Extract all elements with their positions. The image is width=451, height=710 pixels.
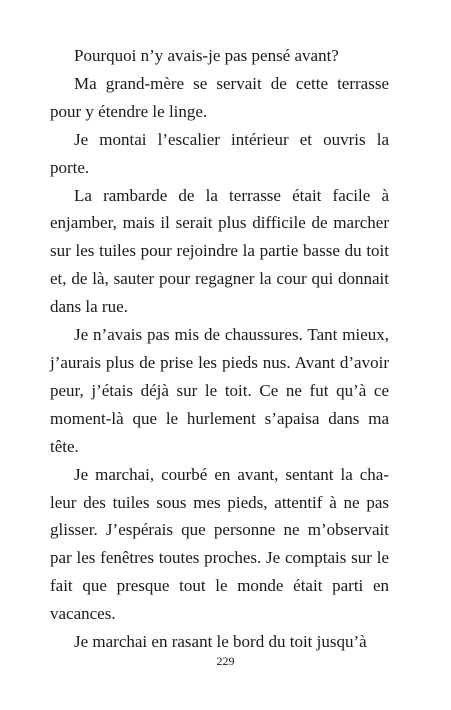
page-body [50,42,389,656]
paragraph-5: Je n’avais pas mis de chaussures. Tant mieux, j’aurais plus de prise les pieds nus. Avant d’avoir peur, j’étais déjà sur le toit. Ce ne fut qu’à ce moment-là que le hurlement s’apaisa dans ma tête. [50,325,389,456]
paragraph-4: La rambarde de la terrasse était facile à enjamber, mais il serait plus difficile de marcher sur les tuiles pour rejoindre la partie basse du toit et, de là, sauter pour regagner la cour qui donnait dans la rue. [50,185,389,317]
paragraph-1: Pourquoi n’y avais-je pas pensé avant? [74,46,339,65]
page-number: 229 [216,654,235,668]
paragraph-7: Je marchai en rasant le bord du toit jusqu’à [74,632,367,652]
paragraph-6: Je marchai, courbé en avant, sentant la chaleur des tuiles sous mes pieds, attentif à ne pas glisser. J’espérais que personne ne m’observait par les fenêtres toutes proches. Je comptais sur le fait que presque tout le monde était parti en vacances. [50,464,389,624]
paragraph-3: Je montai l’escalier intérieur et ouvris la porte. [50,129,389,177]
paragraph-2: Ma grand-mère se servait de cette terrasse pour y étendre le linge. [50,73,389,121]
